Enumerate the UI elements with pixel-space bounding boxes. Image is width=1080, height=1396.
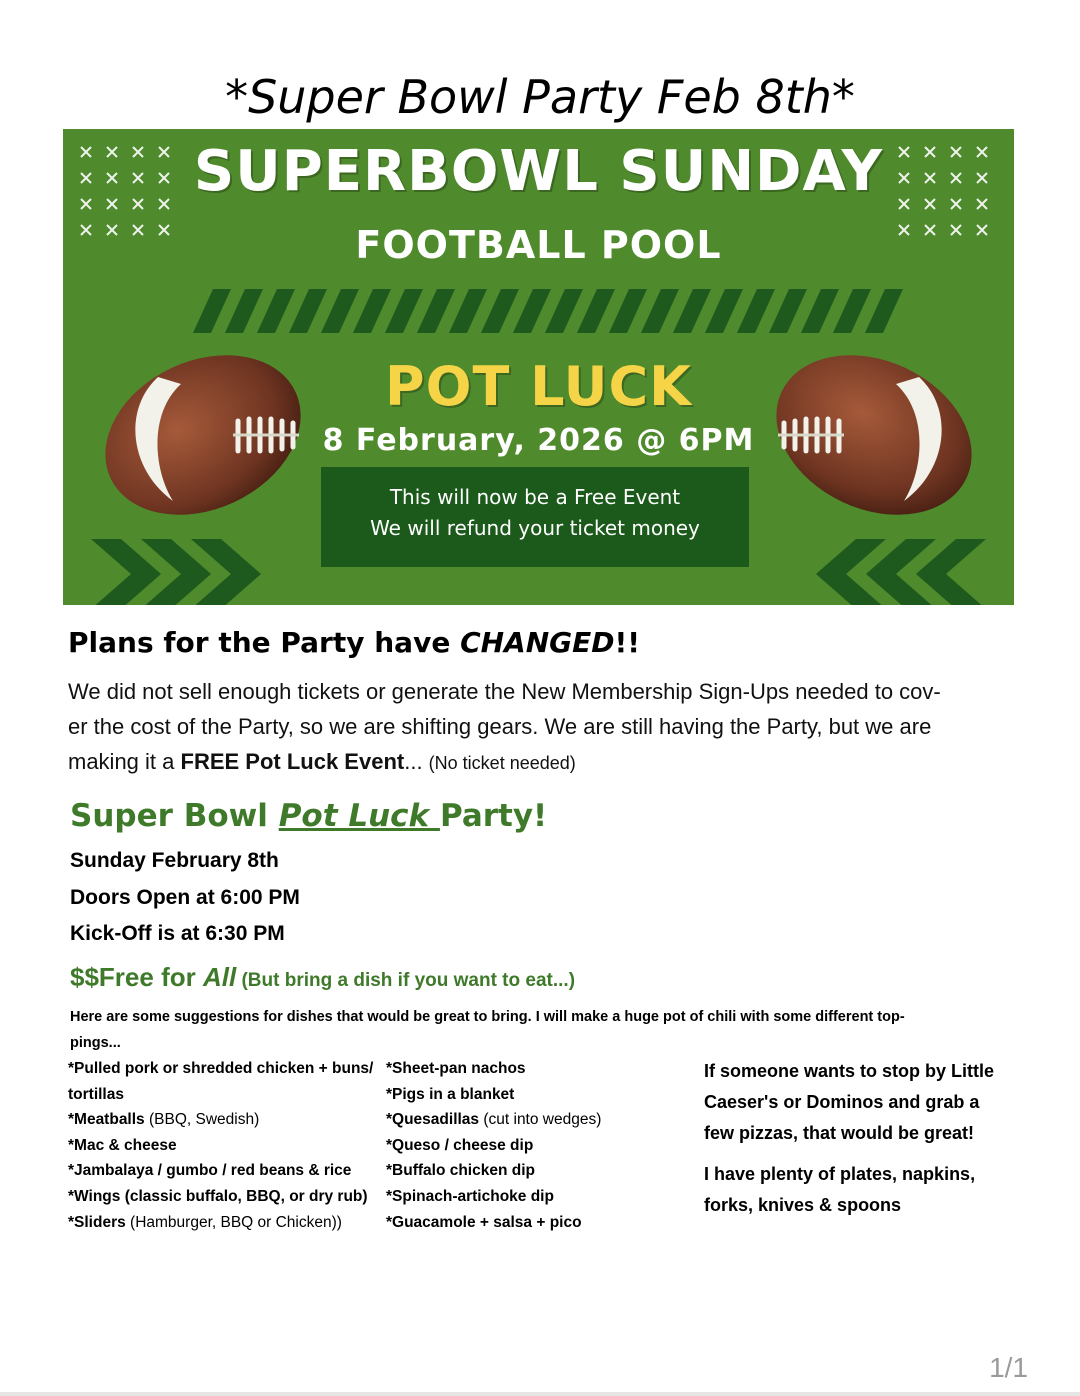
kickoff-time: Kick-Off is at 6:30 PM (70, 922, 285, 945)
banner-pot-luck: POT LUCK (385, 355, 692, 418)
list-item: *Pulled pork or shredded chicken + buns/ (68, 1060, 374, 1077)
list-item: *Sliders (Hamburger, BBQ or Chicken)) (68, 1213, 342, 1231)
notice-line-1: This will now be a Free Event (389, 485, 681, 509)
list-item: *Guacamole + salsa + pico (386, 1213, 582, 1231)
plans-heading: Plans for the Party have CHANGED!! (68, 626, 641, 659)
list-item: *Sheet-pan nachos (386, 1060, 526, 1077)
page-number: 1/1 (989, 1352, 1028, 1383)
banner-notice-box (321, 467, 749, 567)
potluck-heading: Super Bowl Pot Luck Party! (70, 798, 548, 834)
banner-date: 8 February, 2026 @ 6PM (322, 423, 755, 458)
doors-open: Doors Open at 6:00 PM (70, 886, 300, 909)
banner-subtitle: FOOTBALL POOL (355, 223, 722, 267)
list-item: *Mac & cheese (68, 1136, 177, 1154)
list-item: *Quesadillas (cut into wedges) (386, 1111, 602, 1129)
list-item: *Wings (classic buffalo, BBQ, or dry rub) (68, 1187, 368, 1205)
divider (0, 1392, 1080, 1396)
page-title: *Super Bowl Party Feb 8th* (225, 70, 855, 124)
event-banner (63, 129, 1014, 605)
side-note: If someone wants to stop by Little Caeser's or Dominos and grab a few pizzas, that would be great! I have plenty of plates, napkins, forks, knives & spoons (704, 1061, 995, 1215)
list-item: *Queso / cheese dip (386, 1136, 534, 1154)
list-item: *Spinach-artichoke dip (386, 1187, 554, 1205)
dishes-list-left (68, 1056, 373, 1235)
notice-line-2: We will refund your ticket money (370, 516, 700, 540)
list-item: *Pigs in a blanket (386, 1085, 515, 1103)
list-item: tortillas (68, 1085, 124, 1103)
list-item: *Buffalo chicken dip (386, 1162, 535, 1180)
event-date: Sunday February 8th (70, 849, 279, 872)
banner-title: SUPERBOWL SUNDAY (193, 139, 884, 204)
plans-body: We did not sell enough tickets or generate the New Membership Sign-Ups needed to cov- er the cost of the Party, so we are shifting gears. We are still having the Party, but we are making it a FREE Pot Luck Event... (No ticket needed) (68, 679, 941, 774)
list-item: *Jambalaya / gumbo / red beans & rice (68, 1162, 352, 1180)
free-for-all: $$Free for All (But bring a dish if you want to eat...) (70, 962, 576, 992)
list-item: *Meatballs (BBQ, Swedish) (68, 1111, 260, 1129)
suggestions-intro: Here are some suggestions for dishes that would be great to bring. I will make a huge pot of chili with some different top- pings... (70, 1009, 905, 1051)
dishes-list-right (386, 1056, 601, 1235)
